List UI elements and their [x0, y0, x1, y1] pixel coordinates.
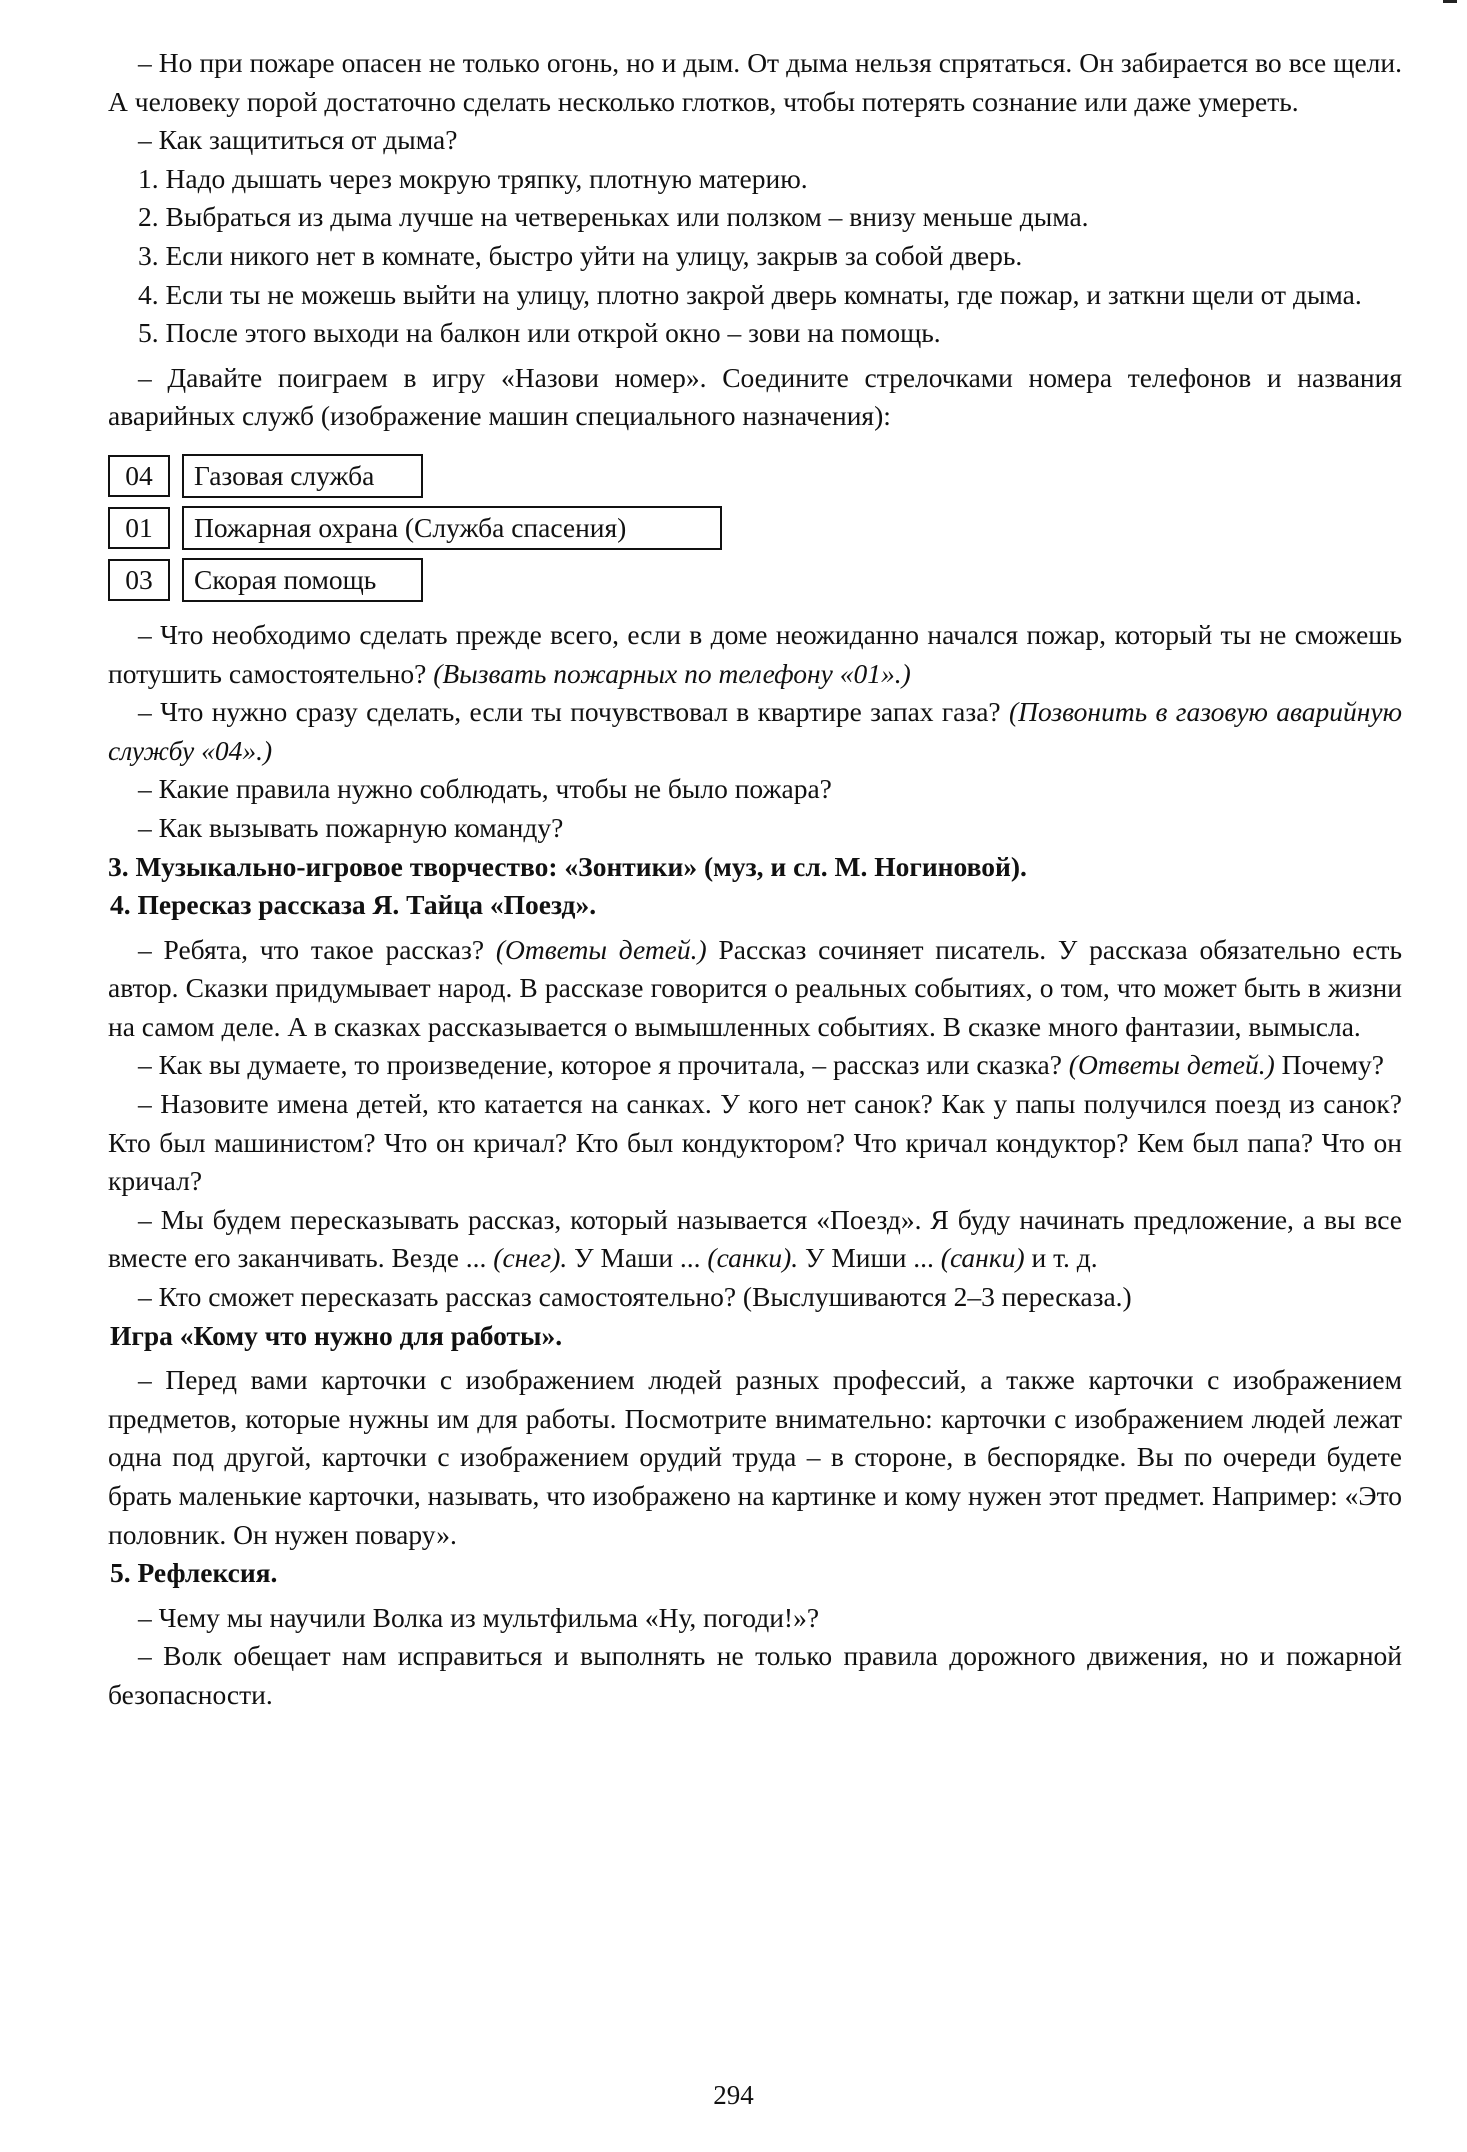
list-item: 4. Если ты не можешь выйти на улицу, плотно закрой дверь комнаты, где пожар, и заткни щели от дыма.: [138, 278, 1362, 310]
paragraph: – Какие правила нужно соблюдать, чтобы не было пожара?: [138, 773, 832, 805]
section-heading: 5. Рефлексия.: [110, 1557, 278, 1589]
service-number: 03: [108, 559, 170, 601]
paragraph: – Как защититься от дыма?: [138, 124, 458, 156]
section-heading: 4. Пересказ рассказа Я. Тайца «Поезд».: [110, 889, 597, 921]
phone-number-boxes: [108, 450, 1402, 606]
service-number: 04: [108, 455, 170, 497]
paragraph: – Как вызывать пожарную команду?: [138, 811, 564, 843]
service-row: [108, 502, 1402, 554]
paragraph: – Как вы думаете, то произведение, которое я прочитала, – рассказ или сказка? (Ответы детей.) Почему?: [138, 1049, 1384, 1081]
service-row: [108, 450, 1402, 502]
section-heading: 3. Музыкально-игровое творчество: «Зонтики» (муз, и сл. М. Ногиновой).: [108, 850, 1027, 882]
paragraph: – Что необходимо сделать прежде всего, если в доме неожиданно начался пожар, который ты не сможешь потушить самостоятельно? (Вызвать пожарных по телефону «01».): [108, 618, 1402, 689]
paragraph: – Давайте поиграем в игру «Назови номер». Соедините стрелочками номера телефонов и названия аварийных служб (изображение машин специального назначения):: [108, 361, 1402, 432]
list-item: 2. Выбраться из дыма лучше на четвереньках или ползком – внизу меньше дыма.: [138, 201, 1089, 233]
service-number: 01: [108, 507, 170, 549]
service-label: Пожарная охрана (Служба спасения): [182, 506, 722, 550]
service-label: Газовая служба: [182, 454, 423, 498]
paragraph: – Что нужно сразу сделать, если ты почувствовал в квартире запах газа? (Позвонить в газовую аварийную службу «04».): [108, 696, 1402, 766]
paragraph: – Ребята, что такое рассказ? (Ответы детей.) Рассказ сочиняет писатель. У рассказа обязательно есть автор. Сказки придумывает народ. В рассказе говорится о реальных событиях, о том, что может быть в жизни на самом деле. А в сказках рассказывается о вымышленных событиях. В сказке много фантазии, вымысла.: [108, 933, 1402, 1042]
margin-mark: [1443, 0, 1457, 3]
section-heading: Игра «Кому что нужно для работы».: [110, 1319, 563, 1351]
paragraph: – Чему мы научили Волка из мультфильма «Ну, погоди!»?: [138, 1601, 820, 1633]
paragraph: – Но при пожаре опасен не только огонь, но и дым. От дыма нельзя спрятаться. Он забирается во все щели. А человеку порой достаточно сделать несколько глотков, чтобы потерять сознание или даже умереть.: [108, 47, 1402, 117]
list-item: 1. Надо дышать через мокрую тряпку, плотную материю.: [138, 162, 808, 194]
page-content: [108, 44, 1402, 1715]
service-label: Скорая помощь: [182, 558, 423, 602]
list-item: 3. Если никого нет в комнате, быстро уйти на улицу, закрыв за собой дверь.: [138, 239, 1023, 271]
paragraph: – Волк обещает нам исправиться и выполнять не только правила дорожного движения, но и пожарной безопасности.: [108, 1640, 1402, 1710]
paragraph: – Мы будем пересказывать рассказ, который называется «Поезд». Я буду начинать предложение, а вы все вместе его заканчивать. Везде ... (снег). У Маши ... (санки). У Миши ... (санки) и т. д.: [108, 1203, 1402, 1274]
paragraph: – Кто сможет пересказать рассказ самостоятельно? (Выслушиваются 2–3 пересказа.): [138, 1281, 1132, 1313]
service-row: [108, 554, 1402, 606]
paragraph: – Перед вами карточки с изображением людей разных профессий, а также карточки с изображением предметов, которые нужны им для работы. Посмотрите внимательно: карточки с изображением людей лежат одна под другой, карточки с изображением орудий труда – в стороне, в беспорядке. Вы по очереди будете брать маленькие карточки, называть, что изображено на картинке и кому нужен этот предмет. Например: «Это половник. Он нужен повару».: [108, 1364, 1402, 1550]
page-number: 294: [713, 2080, 754, 2110]
paragraph: – Назовите имена детей, кто катается на санках. У кого нет санок? Как у папы получился поезд из санок? Кто был машинистом? Что он кричал? Кто был кондуктором? Что кричал кондуктор? Кем был папа? Что он кричал?: [108, 1088, 1402, 1197]
list-item: 5. После этого выходи на балкон или открой окно – зови на помощь.: [138, 317, 941, 349]
